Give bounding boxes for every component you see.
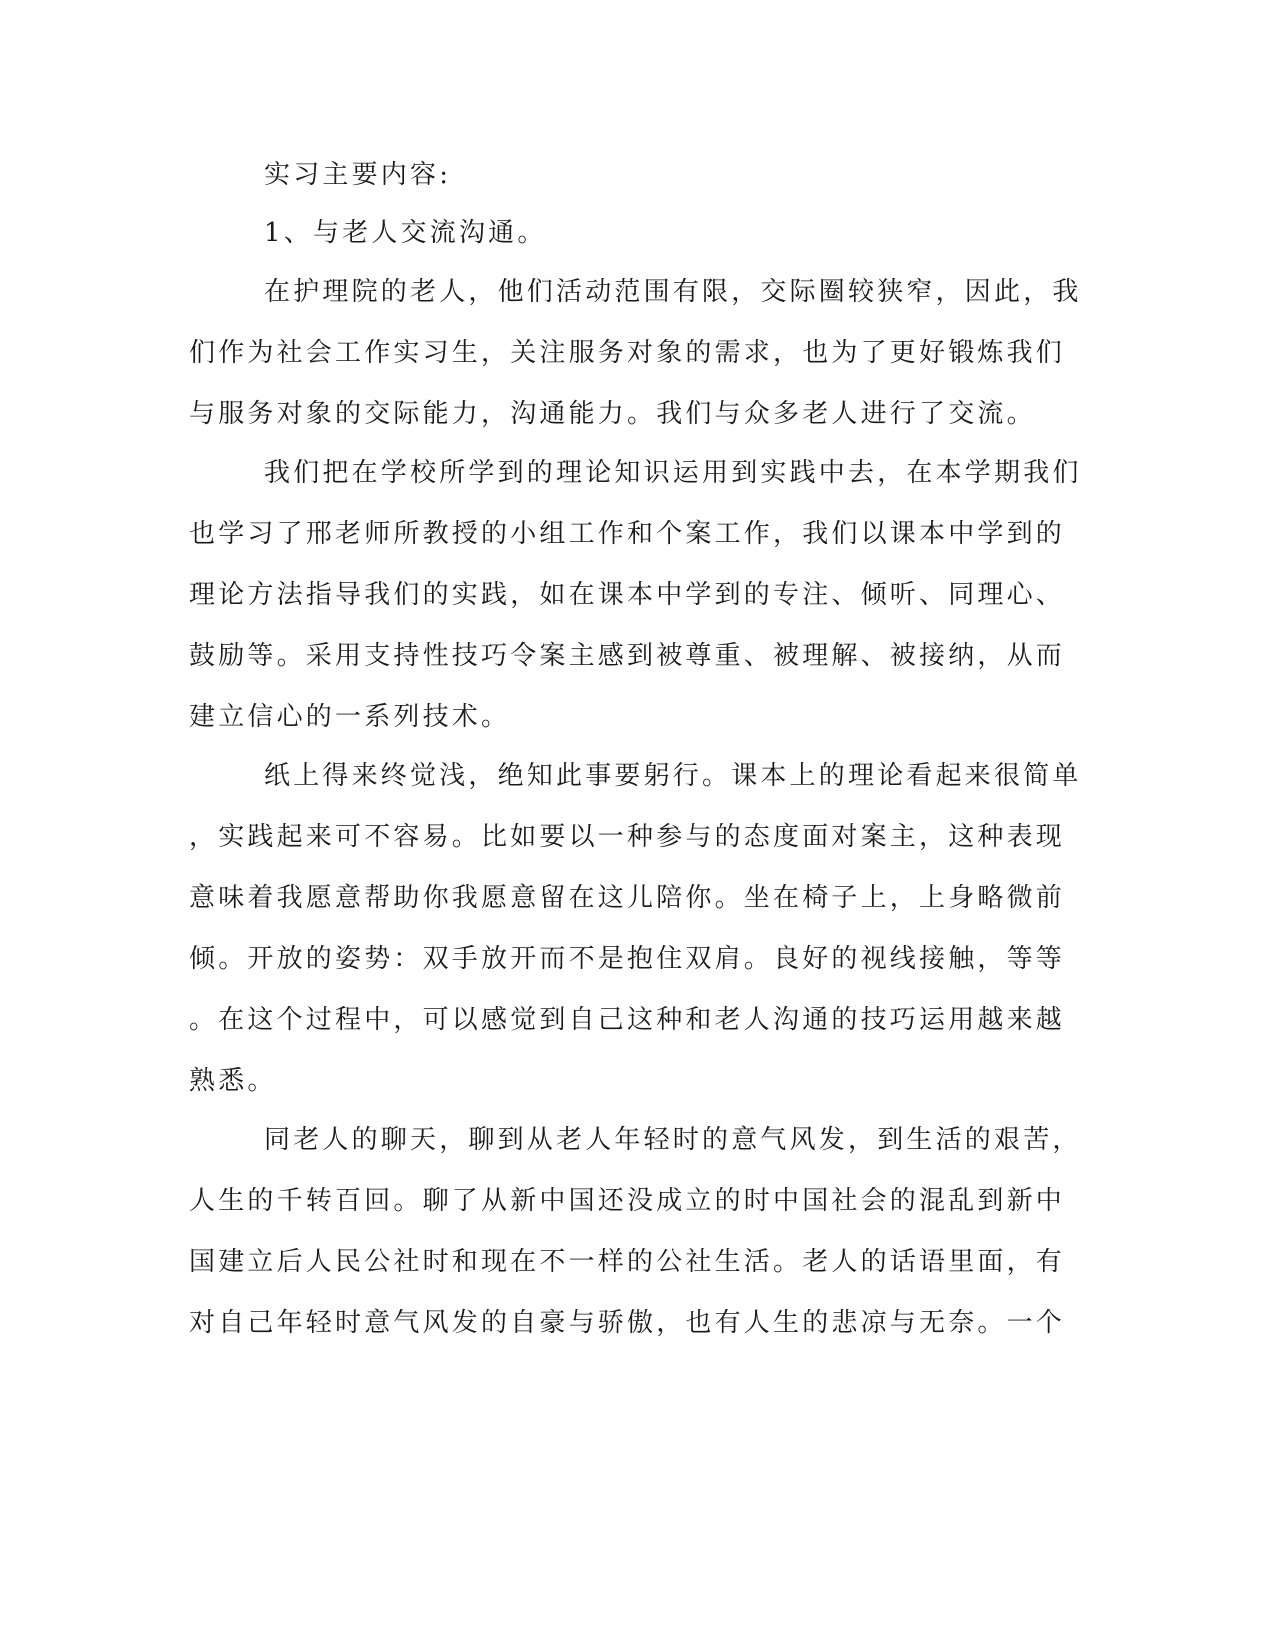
- paragraph-line: 熟悉。: [189, 1066, 277, 1096]
- paragraph-line: 在护理院的老人，他们活动范围有限，交际圈较狭窄，因此，我: [264, 277, 1082, 307]
- paragraph-line: 鼓励等。采用支持性技巧令案主感到被尊重、被理解、被接纳，从而: [189, 641, 1066, 671]
- paragraph-line: 人生的千转百回。聊了从新中国还没成立的时中国社会的混乱到新中: [189, 1186, 1066, 1216]
- paragraph-line: 纸上得来终觉浅，绝知此事要躬行。课本上的理论看起来很简单: [264, 761, 1082, 791]
- paragraph-line: 理论方法指导我们的实践，如在课本中学到的专注、倾听、同理心、: [189, 580, 1066, 610]
- paragraph-line: 对自己年轻时意气风发的自豪与骄傲，也有人生的悲凉与无奈。一个: [189, 1308, 1066, 1338]
- paragraph-line: 也学习了邢老师所教授的小组工作和个案工作，我们以课本中学到的: [189, 519, 1066, 549]
- paragraph-3: [189, 759, 1082, 1098]
- paragraph-line: 同老人的聊天，聊到从老人年轻时的意气风发，到生活的艰苦，: [264, 1125, 1082, 1155]
- section-heading: 实习主要内容:: [264, 160, 452, 190]
- document-body: [189, 158, 1082, 1365]
- paragraph-line: 们作为社会工作实习生，关注服务对象的需求，也为了更好锻炼我们: [189, 338, 1066, 368]
- paragraph-line: 倾。开放的姿势：双手放开而不是抱住双肩。良好的视线接触，等等: [189, 944, 1066, 974]
- paragraph-line: 国建立后人民公社时和现在不一样的公社生活。老人的话语里面，有: [189, 1247, 1066, 1277]
- paragraph-line: 意味着我愿意帮助你我愿意留在这儿陪你。坐在椅子上，上身略微前: [189, 883, 1066, 913]
- paragraph-line: 。在这个过程中，可以感觉到自己这种和老人沟通的技巧运用越来越: [189, 1005, 1066, 1035]
- paragraph-2: [189, 456, 1082, 734]
- paragraph-1: [189, 275, 1082, 431]
- paragraph-4: [189, 1123, 1082, 1340]
- paragraph-line: 建立信心的一系列技术。: [189, 702, 511, 732]
- paragraph-line: 我们把在学校所学到的理论知识运用到实践中去，在本学期我们: [264, 458, 1082, 488]
- paragraph-line: 与服务对象的交际能力，沟通能力。我们与众多老人进行了交流。: [189, 399, 1036, 429]
- list-item-1: 1、与老人交流沟通。: [264, 218, 547, 248]
- paragraph-line: ，实践起来可不容易。比如要以一种参与的态度面对案主，这种表现: [189, 822, 1066, 852]
